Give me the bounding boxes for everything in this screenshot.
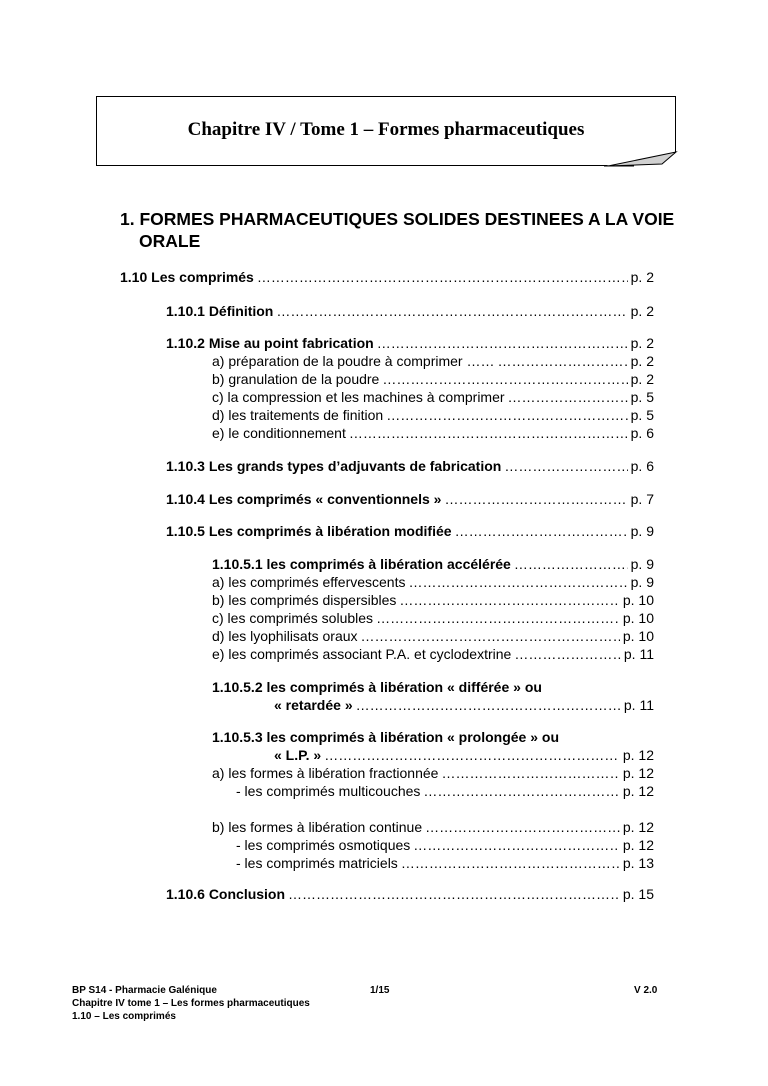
toc-page: p. 10 [622, 592, 654, 608]
toc-page: p. 9 [630, 523, 654, 539]
toc-label: « retardée » [274, 697, 353, 713]
toc-page: p. 2 [630, 371, 654, 387]
toc-entry-1-10-5-1-a[interactable] [212, 573, 654, 591]
toc-leader [497, 352, 627, 370]
section-heading-line1: 1. FORMES PHARMACEUTIQUES SOLIDES DESTINEES A LA VOIE [120, 209, 675, 229]
toc-page: p. 10 [622, 628, 654, 644]
footer-course: BP S14 - Pharmacie Galénique [72, 985, 217, 996]
toc-label: 1.10.6 Conclusion [166, 886, 286, 902]
toc-page: p. 12 [622, 819, 654, 835]
toc-leader [361, 627, 620, 645]
toc-leader [376, 609, 620, 627]
toc-page: p. 5 [630, 407, 654, 423]
toc-leader [257, 268, 628, 286]
toc-entry-1-10-5-1-c[interactable] [212, 609, 654, 627]
toc-entry-1-10-5-2[interactable] [274, 696, 654, 714]
toc-label: a) les comprimés effervescents [212, 574, 406, 590]
toc-entry-1-10-2-c[interactable] [212, 388, 654, 406]
toc-label: 1.10.3 Les grands types d’adjuvants de fabrication [166, 458, 502, 474]
toc-page: p. 2 [630, 353, 654, 369]
toc-label: d) les traitements de finition [212, 407, 384, 423]
chapter-title-box [96, 96, 676, 166]
toc-page: p. 2 [630, 269, 654, 285]
footer-chapter: Chapitre IV tome 1 – Les formes pharmaceutiques [72, 998, 310, 1009]
toc-label: b) les formes à libération continue [212, 819, 423, 835]
toc-label: a) préparation de la poudre à comprimer …… [212, 353, 495, 369]
toc-label: 1.10.2 Mise au point fabrication [166, 335, 374, 351]
toc-label: - les comprimés matriciels [236, 855, 398, 871]
toc-page: p. 6 [630, 458, 654, 474]
toc-entry-1-10-5-3-b-1[interactable] [236, 836, 654, 854]
toc-leader [401, 854, 620, 872]
toc-leader [508, 388, 628, 406]
toc-leader [377, 334, 628, 352]
toc-entry-1-10-4[interactable] [166, 490, 654, 508]
toc-label: a) les formes à libération fractionnée [212, 765, 439, 781]
toc-entry-1-10-2-e[interactable] [212, 424, 654, 442]
toc-entry-1-10-3[interactable] [166, 457, 654, 475]
toc-entry-1-10-5-3[interactable] [274, 746, 654, 764]
toc-label: c) les comprimés solubles [212, 610, 374, 626]
toc-page: p. 13 [622, 855, 654, 871]
toc-entry-1-10-5-1[interactable] [212, 555, 654, 573]
chapter-title: Chapitre IV / Tome 1 – Formes pharmaceutiques [187, 119, 585, 140]
toc-entry-1-10-5-1-b[interactable] [212, 591, 654, 609]
footer-page-number: 1/15 [370, 985, 390, 996]
toc-leader [382, 370, 627, 388]
toc-entry-1-10-6[interactable] [166, 885, 654, 903]
toc-entry-1-10-5-3-b-2[interactable] [236, 854, 654, 872]
toc-leader [441, 764, 619, 782]
toc-label: d) les lyophilisats oraux [212, 628, 358, 644]
toc-leader [504, 457, 627, 475]
toc-entry-1-10-1[interactable] [166, 302, 654, 320]
toc-page: p. 10 [622, 610, 654, 626]
toc-leader [324, 746, 620, 764]
toc-label: e) les comprimés associant P.A. et cyclodextrine [212, 646, 512, 662]
toc-entry-1-10-5-3-a-1[interactable] [236, 782, 654, 800]
toc-leader [288, 885, 620, 903]
toc-label: 1.10.1 Définition [166, 303, 274, 319]
section-heading-line2: ORALE [139, 231, 201, 251]
toc-leader [356, 696, 621, 714]
footer-version: V 2.0 [634, 985, 658, 996]
toc-label: b) les comprimés dispersibles [212, 592, 397, 608]
toc-entry-1-10-5-3-b[interactable] [212, 818, 654, 836]
toc-leader [276, 302, 627, 320]
toc-leader [408, 573, 627, 591]
toc-label: 1.10.5 Les comprimés à libération modifiée [166, 523, 452, 539]
toc-page: p. 2 [630, 335, 654, 351]
toc-page: p. 5 [630, 389, 654, 405]
footer-section: 1.10 – Les comprimés [72, 1011, 176, 1022]
toc-label: e) le conditionnement [212, 425, 346, 441]
toc-entry-1-10-5-1-e[interactable] [212, 645, 654, 663]
toc-page: p. 11 [623, 697, 654, 713]
toc-label: 1.10.4 Les comprimés « conventionnels » [166, 491, 442, 507]
toc-label: - les comprimés osmotiques [236, 837, 411, 853]
toc-page: p. 9 [630, 574, 654, 590]
toc-page: p. 12 [622, 837, 654, 853]
toc-page: p. 2 [630, 303, 654, 319]
toc-leader [514, 555, 628, 573]
toc-entry-1-10-5-3-a[interactable] [212, 764, 654, 782]
toc-leader [349, 424, 628, 442]
toc-label: 1.10.5.1 les comprimés à libération accélérée [212, 556, 511, 572]
toc-leader [413, 836, 620, 854]
toc-label: b) granulation de la poudre [212, 371, 380, 387]
toc-entry-1-10-5-2-line1: 1.10.5.2 les comprimés à libération « différée » ou [212, 679, 542, 695]
toc-page: p. 12 [622, 783, 654, 799]
toc-label: 1.10 Les comprimés [120, 269, 254, 285]
toc-page: p. 6 [630, 425, 654, 441]
toc-leader [386, 406, 627, 424]
section-heading [120, 208, 674, 252]
toc-page: p. 12 [622, 747, 654, 763]
page-curl-icon [604, 150, 678, 172]
toc-label: - les comprimés multicouches [236, 783, 421, 799]
toc-entry-1-10-2[interactable] [166, 334, 654, 352]
toc-label: c) la compression et les machines à comprimer [212, 389, 505, 405]
toc-page: p. 15 [622, 886, 654, 902]
toc-leader [423, 782, 619, 800]
toc-entry-1-10-2-a[interactable] [212, 352, 654, 370]
toc-page: p. 11 [623, 646, 654, 662]
toc-entry-1-10-2-d[interactable] [212, 406, 654, 424]
toc-leader [455, 522, 628, 540]
toc-entry-1-10-5-3-line1: 1.10.5.3 les comprimés à libération « prolongée » ou [212, 729, 560, 745]
toc-leader [444, 490, 627, 508]
toc-leader [425, 818, 620, 836]
toc-page: p. 7 [630, 491, 654, 507]
toc-page: p. 12 [622, 765, 654, 781]
toc-leader [399, 591, 619, 609]
toc-label: « L.P. » [274, 747, 322, 763]
toc-entry-1-10-5[interactable] [166, 522, 654, 540]
toc-entry-1-10-5-1-d[interactable] [212, 627, 654, 645]
toc-entry-1-10[interactable] [120, 268, 654, 286]
toc-entry-1-10-2-b[interactable] [212, 370, 654, 388]
toc-page: p. 9 [630, 556, 654, 572]
toc-leader [514, 645, 621, 663]
